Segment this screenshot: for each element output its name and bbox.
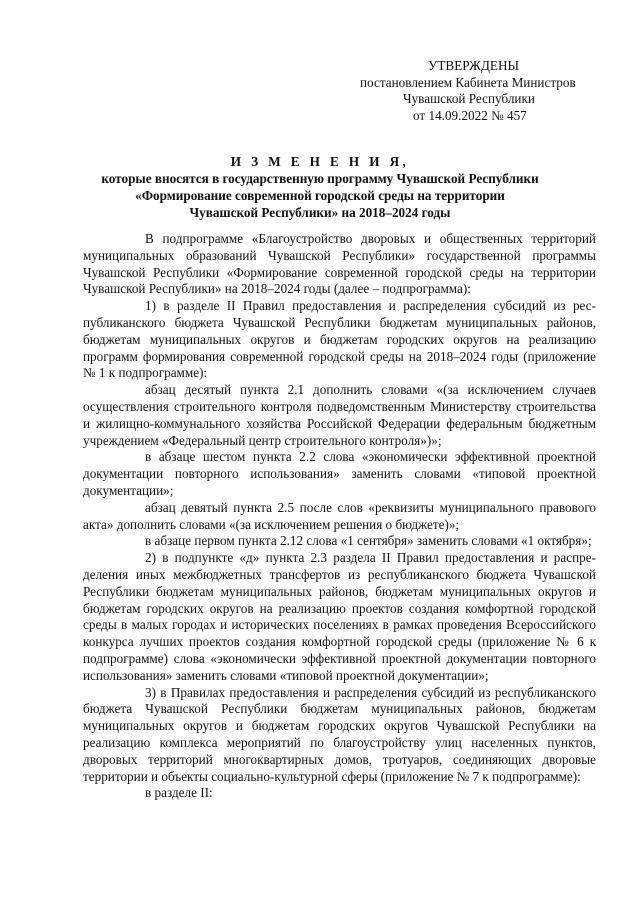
approval-block — [360, 58, 610, 124]
title-line-2: «Формирование современной городской среды на территории — [135, 188, 505, 203]
paragraph-item-3: 3) в Правилах предоставления и распределения субсидий из республиканского бюджета Чувашской Республики бюджетам муниципальных районов, бюджетам муниципальных округов и бюджетам городских округов Чувашской Республики на реализацию комплекса мероприятий по благоустройству улиц населенных пунктов, дворовых территорий многоквартирных домов, тротуаров, соединяющих дворовые территории и объекты социально-культурной сферы (приложение № 7 к подпрограмме): — [83, 684, 596, 784]
paragraph-item-1-a: абзац десятый пункта 2.1 дополнить словами «(за исключением случаев осуществления строительного контроля подведомственным Министерству строительства и жилищно-коммунального хозяйства Российской Федерации федеральным бюджетным учреждением «Федеральный центр строительного контроля»)»; — [83, 382, 596, 448]
title-spaced: И З М Е Н Е Н И Я, — [230, 154, 410, 169]
paragraph-item-3-a: в разделе II: — [145, 785, 213, 801]
document-body — [83, 231, 596, 802]
paragraph-item-2: 2) в подпункте «д» пункта 2.3 раздела II Правил предоставления и распределения иных межбюджетных трансфертов из республиканского бюджета Чувашской Республики бюджетам муниципальных районов, бюджетам муниципальных округов и бюджетам городских округов на реализацию проектов создания комфортной городской среды в малых городах и исторических поселениях в рамках проведения Всероссийского конкурса лучших проектов создания комфортной городской среды (приложение № 6 к подпрограмме) слова «экономически эффективной проектной документации повторного использования» заменить словами «типовой проектной документации»; — [83, 550, 596, 683]
approval-heading: УТВЕРЖДЕНЫ — [428, 58, 520, 73]
title-line-1: которые вносятся в государственную программу Чувашской Республики — [101, 171, 539, 186]
paragraph-item-1-c: абзац девятый пункта 2.5 после слов «реквизиты муниципального правового акта» дополнить словами «(за исключением решения о бюджете)»; — [83, 499, 596, 532]
approval-line-2: Чувашской Республики — [403, 91, 535, 106]
approval-line-3: от 14.09.2022 № 457 — [413, 107, 527, 123]
document-title — [80, 153, 560, 221]
paragraph-item-1-b: в абзаце шестом пункта 2.2 слова «экономически эффективной проектной документации повторного использования» заменить словами «типовой проектной документации»; — [83, 449, 596, 498]
paragraph-item-1: 1) в разделе II Правил предоставления и распределения субсидий из республиканского бюджета Чувашской Республики бюджетам муниципальных районов, бюджетам муниципальных округов и бюджетам городских округов на реализацию программ формирования современной городской среды на 2018–2024 годы (приложение № 1 к подпрограмме): — [83, 298, 596, 381]
title-line-3: Чувашской Республики» на 2018–2024 годы — [189, 205, 451, 220]
paragraph-item-1-d: в абзаце первом пункта 2.12 слова «1 сентября» заменить словами «1 октября»; — [145, 533, 592, 549]
paragraph-intro: В подпрограмме «Благоустройство дворовых и общественных территорий муниципальных образований Чувашской Республики» государственной программы Чувашской Республики «Формирование современной городской среды на территории Чувашской Республики» на 2018–2024 годы (далее – подпрограмма): — [83, 231, 596, 297]
approval-line-1: постановлением Кабинета Министров — [360, 74, 576, 90]
